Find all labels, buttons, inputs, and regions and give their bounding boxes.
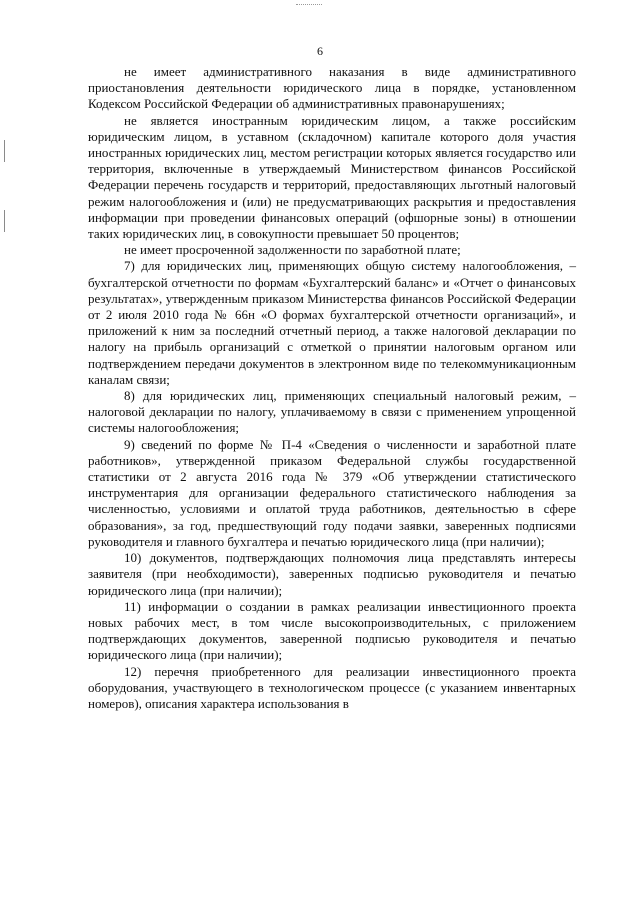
paragraph: не имеет административного наказания в виде административного приостановления деятельности юридического лица в порядке, установленном Кодексом Российской Федерации об административных правонарушениях; bbox=[88, 64, 576, 112]
document-body bbox=[88, 64, 576, 712]
paragraph: 9) сведений по форме № П-4 «Сведения о численности и заработной плате работников», утвержденной приказом Федеральной службы государственной статистики от 2 августа 2016 года № 379 «Об утверждении статистического инструментария для организации федерального статистического наблюдения за численностью, условиями и оплатой труда работников, деятельностью в сфере образования», за год, предшествующий году подачи заявки, заверенных подписями руководителя и главного бухгалтера и печатью юридического лица (при наличии); bbox=[88, 436, 576, 549]
paragraph: 8) для юридических лиц, применяющих специальный налоговый режим, – налоговой декларации по налогу, уплачиваемому в связи с применением упрощенной системы налогообложения; bbox=[88, 388, 576, 436]
scan-artifact-margin bbox=[4, 210, 5, 232]
paragraph: 12) перечня приобретенного для реализации инвестиционного проекта оборудования, участвующего в технологическом процессе (с указанием инвентарных номеров), описания характера использования в bbox=[88, 663, 576, 711]
scan-artifact-top bbox=[296, 4, 322, 6]
paragraph: 7) для юридических лиц, применяющих общую систему налогообложения, – бухгалтерской отчетности по формам «Бухгалтерский баланс» и «Отчет о финансовых результатах», утвержденным приказом Министерства финансов Российской Федерации от 2 июля 2010 года № 66н «О формах бухгалтерской отчетности организаций», и приложений к ним за последний отчетный период, а также налоговой декларации по налогу на прибыль организаций с отметкой о принятии налоговым органом или подтверждением передачи документов в электронном виде по телекоммуникационным каналам связи; bbox=[88, 258, 576, 387]
paragraph: не является иностранным юридическим лицом, а также российским юридическим лицом, в уставном (складочном) капитале которого доля участия иностранных юридических лиц, местом регистрации которых является государство или территория, включенные в утверждаемый Министерством финансов Российской Федерации перечень государств и территорий, предоставляющих льготный налоговый режим налогообложения и (или) не предусматривающих раскрытия и предоставления информации при проведении финансовых операций (офшорные зоны) в отношении таких юридических лиц, в совокупности превышает 50 процентов; bbox=[88, 112, 576, 242]
page-number: 6 bbox=[317, 44, 323, 58]
paragraph: 11) информации о создании в рамках реализации инвестиционного проекта новых рабочих мест, в том числе высокопроизводительных, с приложением подтверждающих документов, заверенной подписью руководителя и печатью юридического лица (при наличии); bbox=[88, 598, 576, 663]
paragraph: не имеет просроченной задолженности по заработной плате; bbox=[124, 242, 461, 258]
scan-artifact-margin bbox=[4, 140, 5, 162]
paragraph: 10) документов, подтверждающих полномочия лица представлять интересы заявителя (при необходимости), заверенных подписью руководителя и печатью юридического лица (при наличии); bbox=[88, 550, 576, 598]
